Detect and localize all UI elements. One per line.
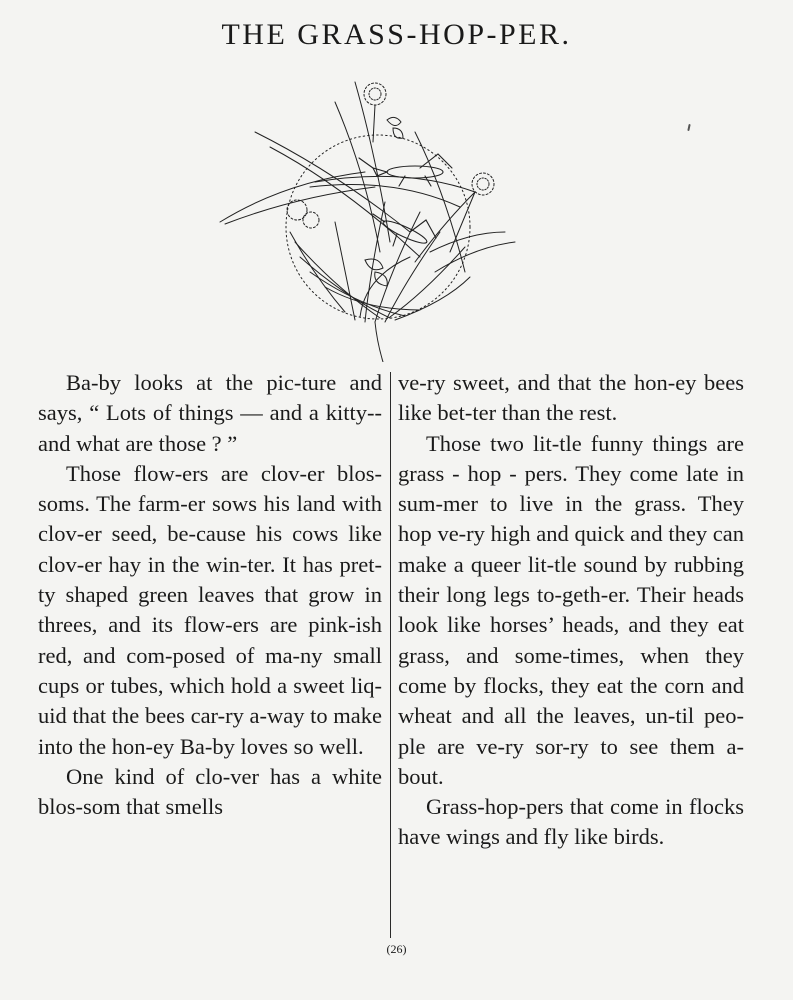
page-number: (26)	[386, 942, 407, 956]
paragraph: ve-ry sweet, and that the hon-ey bees like bet-ter than the rest.	[398, 370, 744, 426]
paragraph: Ba-by looks at the pic-ture and says, “ Lots of things — and a kitty-- and what are those ? ”	[38, 370, 382, 456]
paragraph: Those flow-ers are clov-er blos-soms. The farm-er sows his land with clov-er seed, be-cause his cows like clov-er hay in the win-ter. It has pret-ty shaped green leaves that grow in threes, and its flow-ers are pink-ish red, and com-posed of ma-ny small cups or tubes, which hold a sweet liq-uid that the bees car-ry a-way to make into the hon-ey Ba-by loves so well.	[38, 460, 382, 759]
paragraph: One kind of clo-ver has a white blos-som that smells	[38, 763, 382, 820]
grass-blades	[220, 82, 515, 362]
grasshopper-clover-illustration	[215, 72, 540, 362]
left-column	[38, 368, 382, 822]
paragraph: Grass-hop-pers that come in flocks have wings and fly like birds.	[398, 794, 744, 850]
column-divider	[390, 372, 391, 938]
grasshopper-upper	[359, 154, 452, 186]
clover-blossom-left	[287, 200, 319, 228]
ink-speck	[687, 124, 690, 131]
clover-blossom-top	[364, 83, 386, 142]
page-title: THE GRASS-HOP-PER.	[221, 18, 572, 51]
right-column	[398, 368, 744, 853]
grasshopper-lower	[373, 214, 436, 247]
paragraph: Those two lit-tle funny things are grass - hop - pers. They come late in sum-mer to live in the grass. They hop ve-ry high and quick and they can make a queer lit-tle sound by rubbing their long legs to-geth-er. Their heads look like horses’ heads, and they eat grass, and some-times, when they come by flocks, they eat the corn and wheat and all the leaves, un-til peo-ple are ve-ry sor-ry to see them a-bout.	[398, 430, 744, 789]
